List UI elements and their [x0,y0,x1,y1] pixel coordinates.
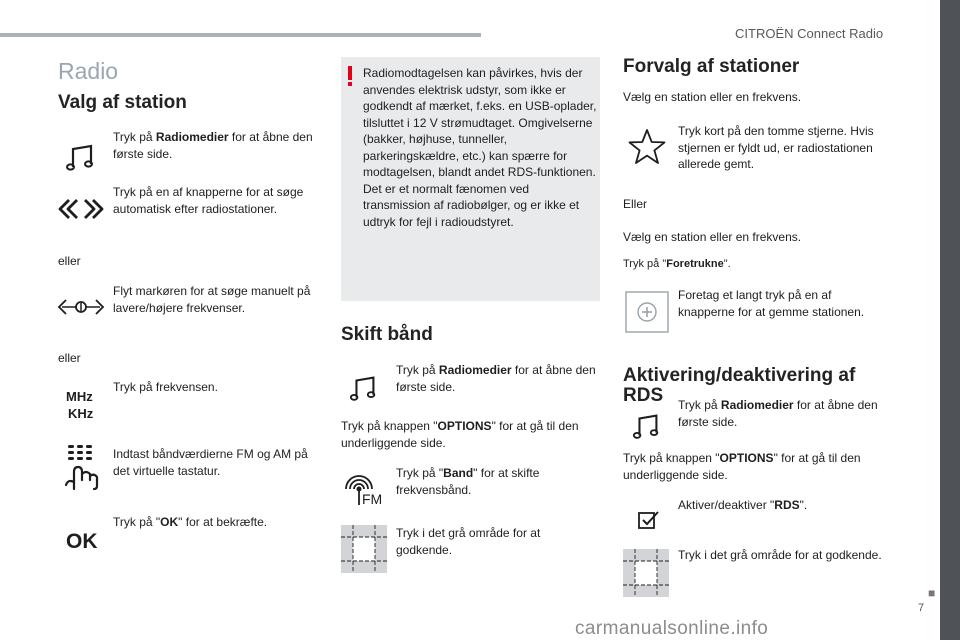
col2-item2: Tryk på knappen "OPTIONS" for at gå til den underliggende side. [341,419,579,450]
header-brand: CITROËN Connect Radio [735,26,884,41]
warning-icon [347,66,353,86]
col3-p3: Tryk på "Foretrukne". [623,258,731,270]
khz-label: KHz [68,405,94,421]
col3-item4: Aktiver/deaktiver "RDS". [678,498,808,512]
ok-icon: OK [66,530,98,553]
grey-area-confirm-icon [341,525,387,573]
page-title: Radio [58,58,119,84]
fm-band-icon [345,471,389,511]
grey-area-confirm-icon [623,549,669,597]
col2-item4: Tryk i det grå område for at godkende. [396,526,541,557]
mhz-label: MHz [66,389,93,404]
music-note-icon [348,372,380,404]
col3-item5: Tryk i det grå område for at godkende. [678,548,882,562]
section-heading-forvalg: Forvalg af stationer [623,56,800,77]
section-heading-valg: Valg af station [58,92,187,113]
col3-item2: Foretag et langt tryk på en af knapperne for at gemme stationen. [678,288,865,319]
warning-text: Radiomodtagelsen kan påvirkes, hvis der anvendes elektrisk udstyr, som ikke er godkendt af mærket, f.eks. en USB-oplader, tilsluttet i 12 V strømudtaget. Omgivelserne (bakker, højhuse, tunneller, parkeringskældre, etc.) kan spærre for modtagelsen, blandt andet RDS-funktionen. Det er et normalt fænomen ved transmission af radiobølger, og er ikke et udtryk for fejl i radioudstyret. [363,66,597,229]
col1-item3: Flyt markøren for at søge manuelt på lavere/højere frekvenser. [113,284,311,315]
col1-item6: Tryk på "OK" for at bekræfte. [113,515,268,529]
col3-item3: Tryk på Radiomedier for at åbne den første side. [678,398,878,429]
col3-item1: Tryk kort på den tomme stjerne. Hvis stjernen er fyldt ud, er radiostationen allerede gemt. [678,124,874,172]
col1-item1: Tryk på Radiomedier for at åbne den første side. [113,130,313,161]
page-number: 7 [918,602,925,614]
mhz-khz-icon [66,389,93,423]
section-heading-rds: Aktivering/deaktivering af RDS [623,365,856,406]
page-bullet: ■ [928,586,936,600]
seek-arrows-icon [57,197,105,221]
star-icon [627,128,667,166]
eller-label: eller [58,254,81,268]
keypad-icon [60,442,102,492]
header-rule [0,33,481,37]
fm-label: FM [362,491,383,507]
add-preset-icon [625,291,669,333]
frequency-slider-icon [57,295,105,319]
section-heading-skift: Skift bånd [341,324,433,345]
side-tab [940,0,960,640]
col2-item3: Tryk på "Band" for at skifte frekvensbånd. [396,466,540,497]
col3-p1: Vælg en station eller en frekvens. [623,90,802,104]
eller-label: eller [58,351,81,365]
eller-label: Eller [623,197,648,211]
col3-p4: Tryk på knappen "OPTIONS" for at gå til den underliggende side. [623,451,861,482]
col3-p2: Vælg en station eller en frekvens. [623,230,802,244]
music-note-icon [631,410,663,442]
checkbox-icon [637,510,661,530]
watermark: carmanualsonline.info [575,618,769,639]
col1-item4: Tryk på frekvensen. [113,380,218,394]
col1-item2: Tryk på en af knapperne for at søge automatisk efter radiostationer. [113,185,304,216]
col2-item1: Tryk på Radiomedier for at åbne den første side. [396,363,596,394]
music-note-icon [64,140,98,174]
col1-item5: Indtast båndværdierne FM og AM på det virtuelle tastatur. [113,447,308,478]
